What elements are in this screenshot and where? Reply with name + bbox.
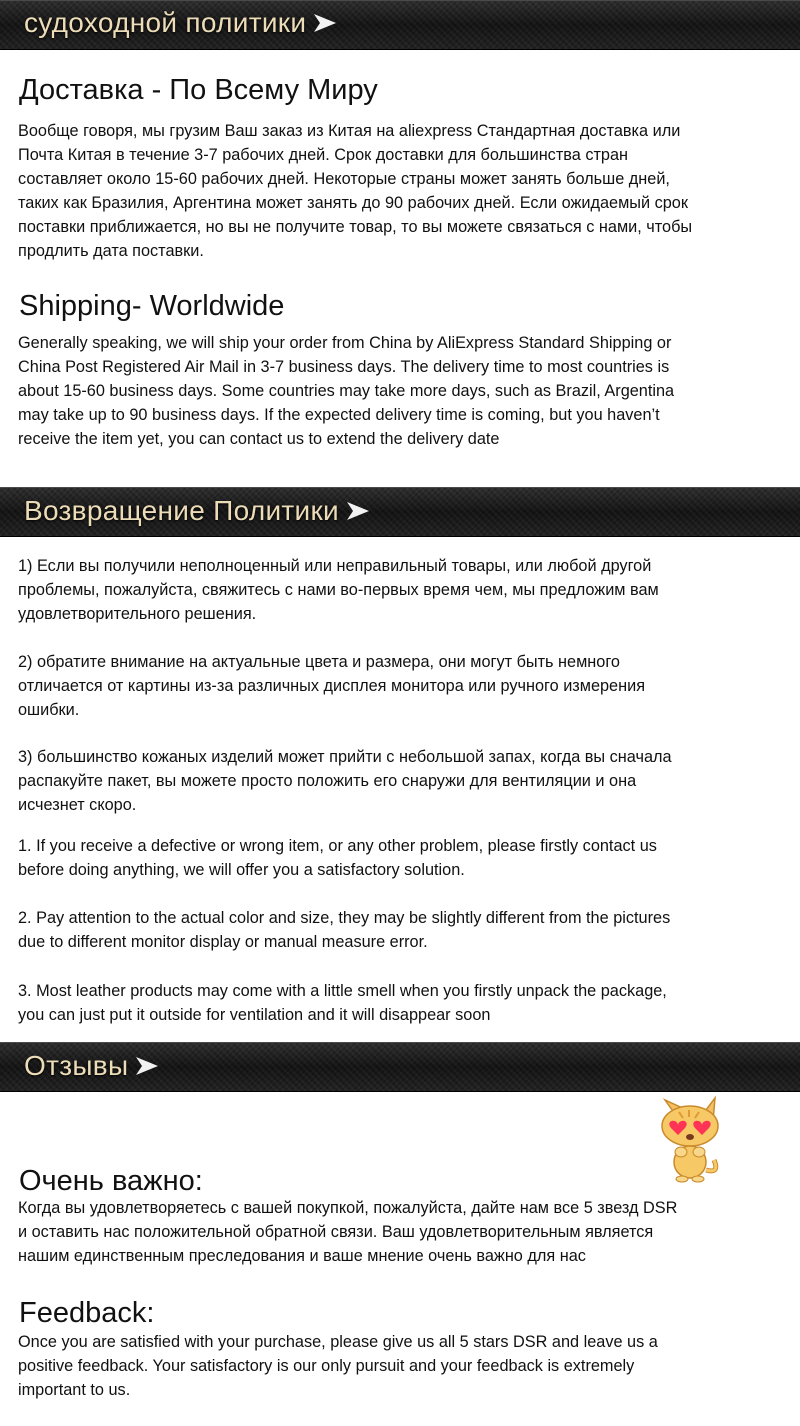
shipping-en-heading: Shipping- Worldwide: [19, 290, 285, 322]
arrow-right-icon: [134, 1055, 160, 1077]
text-line: таких как Бразилия, Аргентина может занять до 90 рабочих дней. Если ожидаемый срок: [18, 194, 688, 212]
banner-title-feedback: Отзывы: [24, 1050, 129, 1081]
feedback-ru-heading: Очень важно:: [19, 1165, 203, 1197]
text-line: China Post Registered Air Mail in 3-7 business days. The delivery time to most countries is: [18, 358, 670, 376]
text-line: Почта Китая в течение 3-7 рабочих дней. Срок доставки для большинства стран: [18, 146, 629, 164]
feedback-banner: [0, 1042, 800, 1092]
returns-ru-item-1: [18, 554, 788, 626]
feedback-ru-text: [18, 1196, 788, 1268]
text-line: due to different monitor display or manual measure error.: [18, 933, 428, 951]
text-line: Вообще говоря, мы грузим Ваш заказ из Китая на aliexpress Стандартная доставка или: [18, 122, 681, 140]
returns-policy-banner: [0, 487, 800, 537]
shipping-ru-text: [18, 119, 788, 263]
returns-en-item-1: [18, 834, 788, 882]
text-line: нашим единственным преследования и ваше мнение очень важно для нас: [18, 1247, 586, 1265]
heart-eyes-cat-icon: [655, 1092, 725, 1184]
feedback-en-text: [18, 1330, 788, 1402]
text-line: удовлетворительного решения.: [18, 605, 257, 623]
banner-title-returns: Возвращение Политики: [24, 495, 339, 526]
text-line: исчезнет скоро.: [18, 796, 137, 814]
returns-en-item-2: [18, 906, 788, 954]
text-line: Generally speaking, we will ship your order from China by AliExpress Standard Shipping or: [18, 334, 672, 352]
returns-ru-item-3: [18, 745, 788, 817]
shipping-ru-heading: Доставка - По Всему Миру: [19, 74, 378, 106]
text-line: 1) Если вы получили неполноценный или неправильный товары, или любой другой: [18, 557, 652, 575]
text-line: you can just put it outside for ventilation and it will disappear soon: [18, 1006, 491, 1024]
shipping-policy-banner: [0, 0, 800, 50]
text-line: may take up to 90 business days. If the expected delivery time is coming, but you haven’t: [18, 406, 660, 424]
feedback-en-heading: Feedback:: [19, 1297, 155, 1329]
text-line: проблемы, пожалуйста, свяжитесь с нами во-первых время чем, мы предложим вам: [18, 581, 659, 599]
arrow-right-icon: [312, 12, 338, 34]
text-line: 2) обратите внимание на актуальные цвета и размера, они могут быть немного: [18, 653, 620, 671]
text-line: составляет около 15-60 рабочих дней. Некоторые страны может занять больше дней,: [18, 170, 670, 188]
arrow-right-icon: [345, 500, 371, 522]
text-line: и оставить нас положительной обратной связи. Ваш удовлетворительным является: [18, 1223, 654, 1241]
text-line: about 15-60 business days. Some countries may take more days, such as Brazil, Argentina: [18, 382, 675, 400]
text-line: Когда вы удовлетворяетесь с вашей покупкой, пожалуйста, дайте нам все 5 звезд DSR: [18, 1199, 678, 1217]
returns-en-item-3: [18, 979, 788, 1027]
shipping-en-text: [18, 331, 788, 451]
returns-ru-item-2: [18, 650, 788, 722]
text-line: отличается от картины из-за различных дисплея монитора или ручного измерения: [18, 677, 646, 695]
text-line: positive feedback. Your satisfactory is our only pursuit and your feedback is extremely: [18, 1357, 635, 1375]
text-line: 1. If you receive a defective or wrong item, or any other problem, please firstly contact us: [18, 837, 657, 855]
banner-title-shipping: судоходной политики: [24, 7, 307, 38]
text-line: 3) большинство кожаных изделий может прийти с небольшой запах, когда вы сначала: [18, 748, 672, 766]
text-line: before doing anything, we will offer you a satisfactory solution.: [18, 861, 465, 879]
text-line: распакуйте пакет, вы можете просто положить его снаружи для вентиляции и она: [18, 772, 637, 790]
text-line: 3. Most leather products may come with a little smell when you firstly unpack the package,: [18, 982, 667, 1000]
text-line: 2. Pay attention to the actual color and size, they may be slightly different from the pictures: [18, 909, 671, 927]
text-line: поставки приближается, но вы не получите товар, то вы можете связаться с нами, чтобы: [18, 218, 693, 236]
text-line: ошибки.: [18, 701, 80, 719]
text-line: продлить дата поставки.: [18, 242, 204, 260]
text-line: important to us.: [18, 1381, 131, 1399]
text-line: Once you are satisfied with your purchase, please give us all 5 stars DSR and leave us a: [18, 1333, 658, 1351]
text-line: receive the item yet, you can contact us to extend the delivery date: [18, 430, 500, 448]
